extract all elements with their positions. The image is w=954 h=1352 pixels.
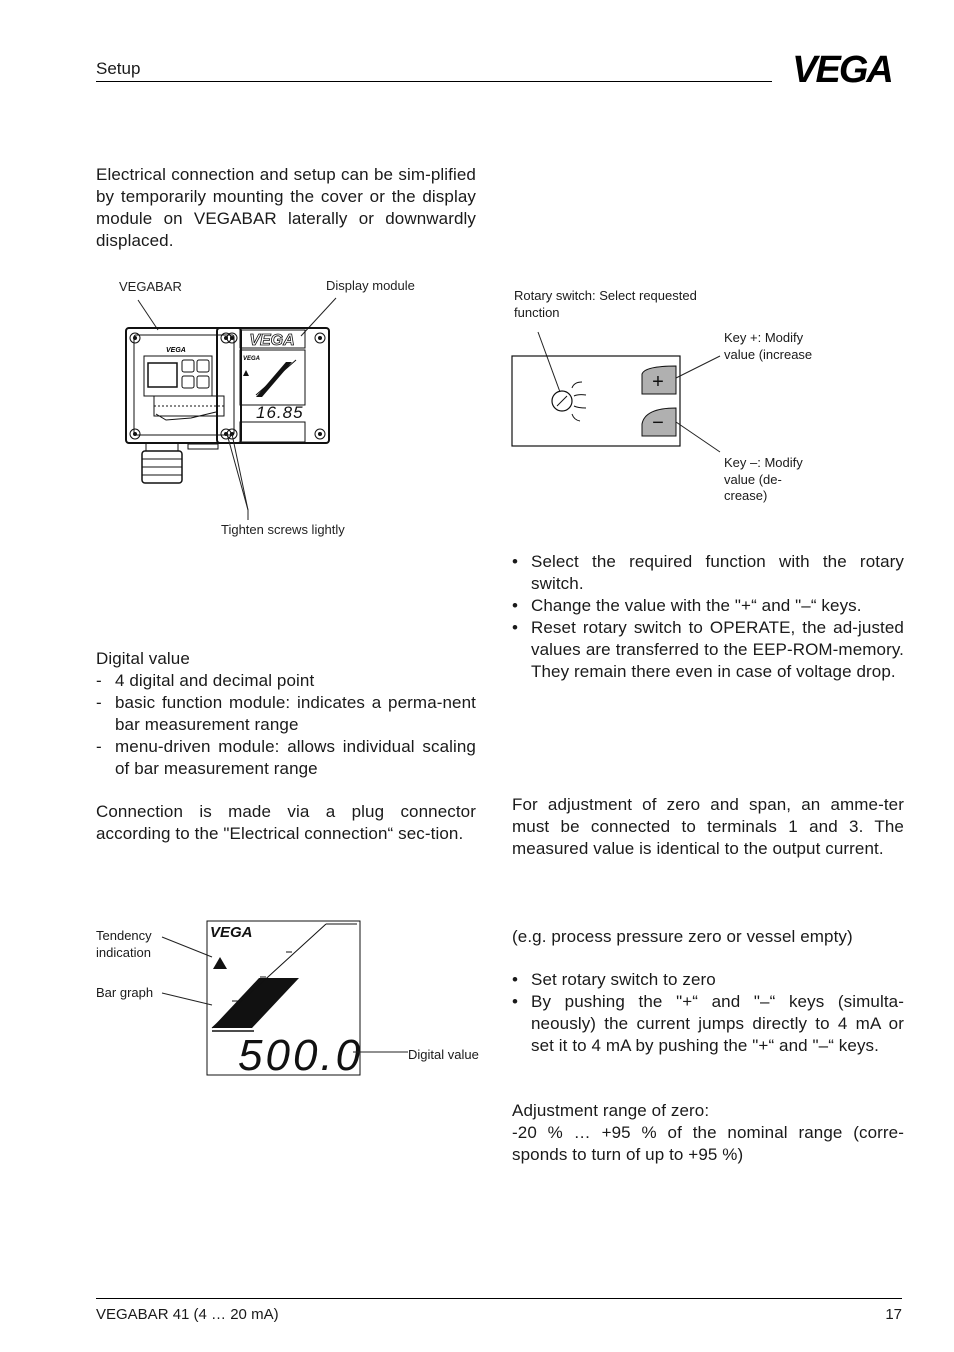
vega-logo bbox=[782, 50, 902, 86]
label-bar-graph: Bar graph bbox=[96, 985, 154, 1000]
display-digital-value: 500.0 bbox=[238, 1031, 364, 1080]
zero-range-title: Adjustment range of zero: bbox=[512, 1101, 710, 1120]
digital-value-title: Digital value bbox=[96, 649, 190, 668]
label-rotary-switch-full: Rotary switch: Select requested function bbox=[514, 288, 697, 320]
intro-paragraph: Electrical connection and setup can be sim-plified by temporarily mounting the cover or the display module on VEGABAR laterally or downwardly displaced. bbox=[96, 165, 476, 250]
page-number: 17 bbox=[885, 1306, 902, 1323]
list-item: - menu-driven module: allows individual scaling of bar measurement range bbox=[96, 736, 476, 780]
housing-logo: VEGA bbox=[166, 347, 186, 354]
list-item: • Select the required function with the rotary switch. bbox=[512, 551, 904, 595]
connection-paragraph: Connection is made via a plug connector according to the "Electrical connection“ sec-tion. bbox=[96, 802, 476, 843]
minus-key-icon: − bbox=[652, 412, 664, 434]
list-item: • Change the value with the "+“ and "–“ keys. bbox=[512, 595, 904, 617]
display-module-value: 16.85 bbox=[256, 403, 304, 422]
label-tendency-indication: Tendency indication bbox=[96, 928, 152, 960]
ammeter-paragraph: For adjustment of zero and span, an amme-ter must be connected to terminals 1 and 3. The measured value is identical to the output current. bbox=[512, 795, 904, 858]
digital-value-list bbox=[96, 670, 476, 780]
plus-key-icon: + bbox=[652, 371, 664, 393]
label-display-module: Display module bbox=[326, 278, 415, 293]
zero-lead: (e.g. process pressure zero or vessel empty) bbox=[512, 927, 853, 946]
footer-document-title: VEGABAR 41 (4 … 20 mA) bbox=[96, 1306, 279, 1323]
vega-logo-text: VEGA bbox=[792, 50, 892, 86]
list-item: • Reset rotary switch to OPERATE, the ad-justed values are transferred to the EEP-ROM-memory. They remain there even in case of voltage drop. bbox=[512, 617, 904, 683]
list-item: - 4 digital and decimal point bbox=[96, 670, 476, 692]
list-item: • Set rotary switch to zero bbox=[512, 969, 904, 991]
display-module-logo: VEGA bbox=[249, 332, 295, 349]
figure-display bbox=[150, 915, 410, 1080]
figure-vegabar-display bbox=[96, 272, 486, 547]
list-item: - basic function module: indicates a perma-nent bar measurement range bbox=[96, 692, 476, 736]
display-logo: VEGA bbox=[210, 924, 253, 941]
display-small-logo: VEGA bbox=[243, 356, 261, 362]
label-vegabar: VEGABAR bbox=[119, 279, 182, 294]
zero-range-text: -20 % … +95 % of the nominal range (corre-sponds to turn of up to +95 %) bbox=[512, 1123, 904, 1164]
label-tighten-screws: Tighten screws lightly bbox=[221, 522, 345, 537]
steps-list bbox=[512, 551, 904, 683]
zero-list bbox=[512, 969, 904, 1057]
label-key-minus: Key –: Modify value (de-crease) bbox=[724, 455, 803, 503]
label-digital-value: Digital value bbox=[408, 1047, 479, 1062]
footer-rule bbox=[96, 1298, 902, 1299]
section-title: Setup bbox=[96, 59, 141, 78]
label-key-plus: Key +: Modify value (increase bbox=[724, 330, 813, 362]
header-rule bbox=[96, 81, 772, 82]
list-item: • By pushing the "+“ and "–“ keys (simulta-neously) the current jumps directly to 4 mA or set it to 4 mA by pushing the "+“ and "–“ keys. bbox=[512, 991, 904, 1057]
